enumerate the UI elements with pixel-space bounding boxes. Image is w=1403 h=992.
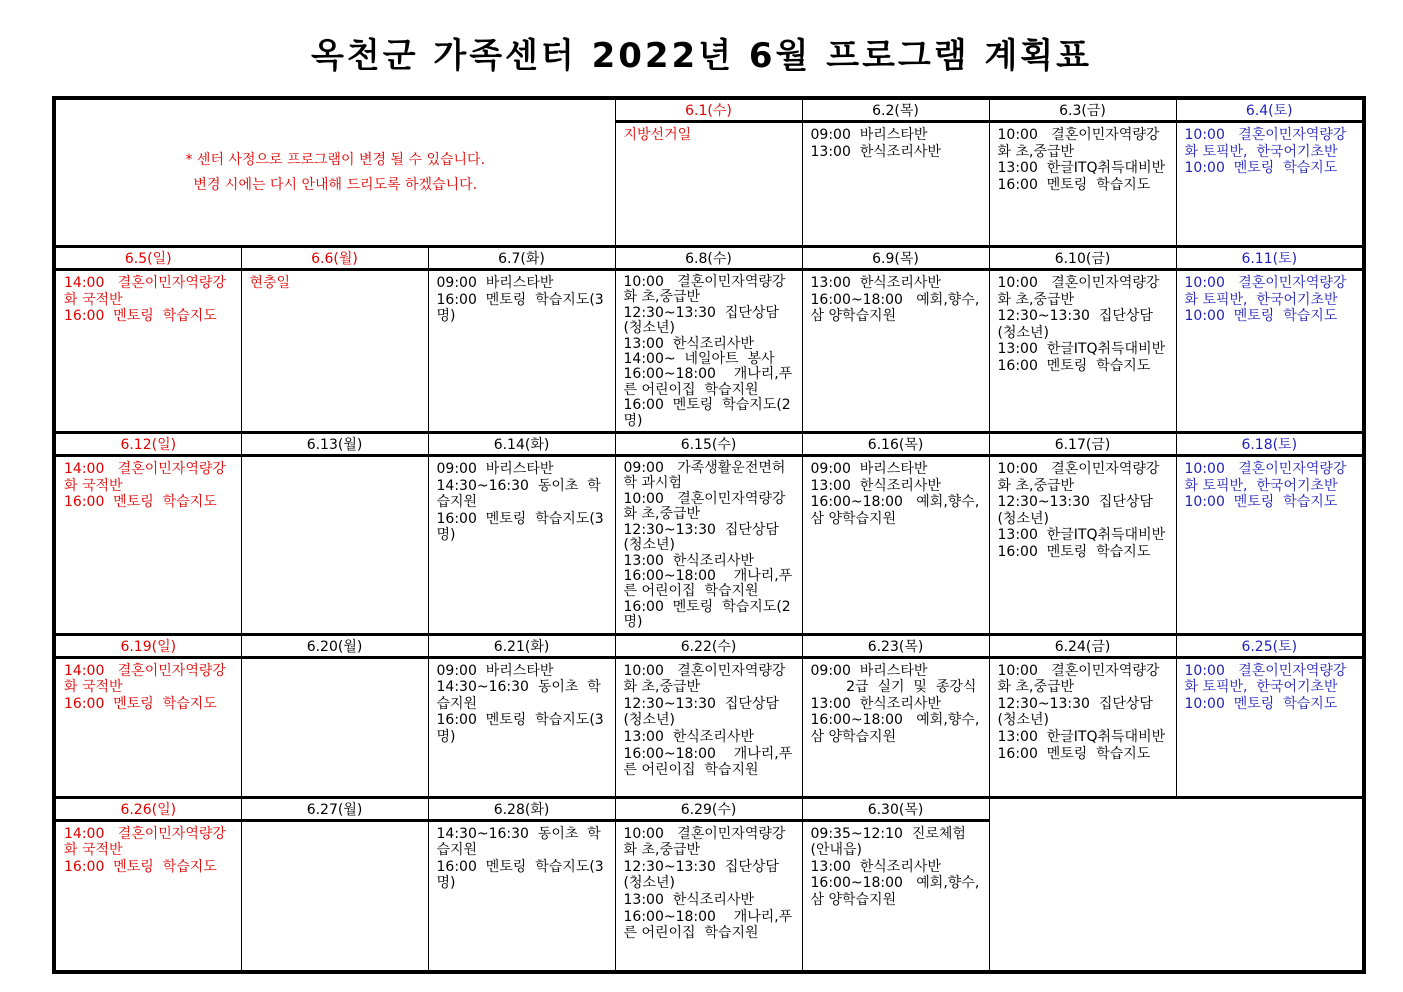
day-cell: [989, 122, 1176, 247]
schedule-item: 16:00 멘토링 학습지도(2명): [623, 598, 791, 631]
schedule-item: 16:00 멘토링 학습지도(3명): [436, 858, 604, 892]
week2-body-row: [54, 270, 1364, 433]
day-cell: [241, 820, 428, 972]
day-cell: [1176, 456, 1364, 634]
schedule-item: 2급 실기 및 종강식: [810, 679, 977, 696]
schedule-item: 12:30~13:30 집단상담(청소년): [623, 695, 779, 729]
schedule-item: 13:00 한식조리사반: [810, 477, 941, 494]
schedule-item: 13:00 한글ITQ취득대비반: [997, 160, 1166, 177]
day-header: 6.10(금): [989, 247, 1176, 270]
schedule-item: 10:00 결혼이민자역량강화 초,중급반: [623, 274, 786, 306]
day-cell: [615, 122, 802, 247]
schedule-item: 16:00~18:00 예회,향수,삼 양학습지원: [810, 875, 980, 908]
schedule-item: 16:00 멘토링 학습지도: [64, 695, 217, 712]
schedule-item: 10:00 결혼이민자역량강화 초,중급반: [623, 825, 786, 859]
day-cell: [802, 456, 989, 634]
schedule-item: 10:00 멘토링 학습지도: [1184, 160, 1338, 177]
day-header: 6.9(목): [802, 247, 989, 270]
schedule-item: 16:00 멘토링 학습지도: [997, 745, 1151, 762]
day-header: 6.14(화): [428, 433, 615, 456]
schedule-item: 09:00 바리스타반: [810, 127, 928, 143]
day-header: 6.8(수): [615, 247, 802, 270]
day-cell: [241, 270, 428, 433]
schedule-item: 10:00 결혼이민자역량강화 초,중급반: [997, 461, 1160, 494]
day-cell: [428, 657, 615, 797]
schedule-item: 13:00 한식조리사반: [810, 858, 941, 875]
day-header: 6.18(토): [1176, 433, 1364, 456]
day-header: 6.20(월): [241, 634, 428, 657]
day-header: 6.17(금): [989, 433, 1176, 456]
schedule-item: 12:30~13:30 집단상담(청소년): [997, 494, 1153, 527]
schedule-item: 13:00 한식조리사반: [623, 728, 754, 745]
day-cell: [428, 270, 615, 433]
empty-cell: [989, 797, 1364, 972]
schedule-item: 16:00 멘토링 학습지도: [997, 176, 1151, 193]
day-header: 6.4(토): [1176, 98, 1364, 122]
page-title: 옥천군 가족센터 2022년 6월 프로그램 계획표: [311, 36, 1092, 76]
day-header: 6.15(수): [615, 433, 802, 456]
schedule-item: 10:00 결혼이민자역량강화 초,중급반: [997, 662, 1160, 696]
day-cell: [241, 456, 428, 634]
day-header: 6.29(수): [615, 797, 802, 820]
schedule-item: 16:00 멘토링 학습지도: [997, 357, 1151, 374]
schedule-item: 10:00 결혼이민자역량강화 초,중급반: [997, 127, 1160, 160]
schedule-item: 13:00 한식조리사반: [623, 552, 754, 569]
day-cell: [802, 270, 989, 433]
schedule-item: 16:00 멘토링 학습지도(3명): [436, 510, 604, 544]
day-header: 6.13(월): [241, 433, 428, 456]
schedule-item: 16:00 멘토링 학습지도: [64, 494, 217, 511]
schedule-item: 16:00~18:00 개나리,푸른 어린이집 학습지원: [623, 366, 793, 398]
schedule-item: 12:30~13:30 집단상담(청소년): [997, 695, 1153, 729]
schedule-item: 10:00 결혼이민자역량강화 초,중급반: [997, 275, 1160, 308]
schedule-item: 지방선거일: [623, 127, 692, 143]
schedule-item: 10:00 결혼이민자역량강화 토픽반, 한국어기초반: [1184, 275, 1347, 308]
schedule-item: 16:00~18:00 예회,향수,삼 양학습지원: [810, 291, 980, 325]
week4-header-row: [54, 634, 1364, 657]
week4-body-row: [54, 657, 1364, 797]
schedule-item: 14:00~ 네일아트 봉사: [623, 351, 775, 368]
day-cell: [1176, 657, 1364, 797]
schedule-item: 12:30~13:30 집단상담(청소년): [997, 308, 1153, 341]
day-cell: [802, 122, 989, 247]
day-cell: [989, 456, 1176, 634]
schedule-item: 09:00 바리스타반: [810, 461, 928, 478]
day-cell: [802, 657, 989, 797]
schedule-item: 13:00 한글ITQ취득대비반: [997, 341, 1166, 358]
schedule-item: 14:00 결혼이민자역량강화 국적반: [64, 275, 226, 308]
day-header: 6.3(금): [989, 98, 1176, 122]
week3-body-row: [54, 456, 1364, 634]
schedule-item: 09:00 바리스타반: [436, 275, 554, 291]
schedule-item: 13:00 한식조리사반: [810, 143, 941, 160]
day-header: 6.24(금): [989, 634, 1176, 657]
schedule-item: 14:30~16:30 동이초 학습지원: [436, 477, 601, 511]
schedule-item: 16:00~18:00 예회,향수,삼 양학습지원: [810, 494, 980, 527]
day-header: 6.12(일): [54, 433, 241, 456]
schedule-item: 09:35~12:10 진로체험(안내읍): [810, 825, 966, 859]
week5-header-row: [54, 797, 1364, 820]
schedule-item: 14:00 결혼이민자역량강화 국적반: [64, 825, 226, 859]
day-cell: [1176, 270, 1364, 433]
schedule-item: 16:00~18:00 개나리,푸른 어린이집 학습지원: [623, 745, 793, 779]
schedule-item: 13:00 한식조리사반: [810, 695, 941, 712]
day-header: 6.23(목): [802, 634, 989, 657]
schedule-item: 14:30~16:30 동이초 학습지원: [436, 825, 601, 859]
day-header: 6.30(목): [802, 797, 989, 820]
schedule-item: 10:00 결혼이민자역량강화 토픽반, 한국어기초반: [1184, 662, 1347, 696]
day-cell: [989, 657, 1176, 797]
schedule-item: 16:00 멘토링 학습지도: [64, 858, 217, 875]
day-cell: [241, 657, 428, 797]
week2-header-row: [54, 247, 1364, 270]
notice-line-2: 변경 시에는 다시 안내해 드리도록 하겠습니다.: [193, 176, 478, 193]
schedule-item: 13:00 한글ITQ취득대비반: [997, 728, 1166, 745]
day-cell: [428, 820, 615, 972]
schedule-item: 13:00 한식조리사반: [810, 275, 941, 291]
day-cell: [615, 270, 802, 433]
day-header: 6.1(수): [615, 98, 802, 122]
schedule-item: 09:00 바리스타반: [810, 662, 928, 679]
week3-header-row: [54, 433, 1364, 456]
day-cell: [1176, 122, 1364, 247]
day-header: 6.19(일): [54, 634, 241, 657]
day-header: 6.25(토): [1176, 634, 1364, 657]
day-cell: [802, 820, 989, 972]
schedule-item: 10:00 멘토링 학습지도: [1184, 695, 1338, 712]
schedule-item: 12:30~13:30 집단상담(청소년): [623, 304, 779, 337]
day-cell: [54, 456, 241, 634]
schedule-item: 16:00 멘토링 학습지도(2명): [623, 397, 791, 429]
schedule-item: 16:00 멘토링 학습지도(3명): [436, 712, 604, 745]
day-header: 6.16(목): [802, 433, 989, 456]
schedule-item: 10:00 결혼이민자역량강화 토픽반, 한국어기초반: [1184, 127, 1347, 160]
schedule-item: 09:00 바리스타반: [436, 461, 554, 478]
day-header: 6.27(월): [241, 797, 428, 820]
schedule-item: 12:30~13:30 집단상담(청소년): [623, 858, 779, 892]
day-header: 6.26(일): [54, 797, 241, 820]
day-cell: [615, 456, 802, 634]
schedule-item: 13:00 한글ITQ취득대비반: [997, 527, 1166, 544]
day-header: 6.11(토): [1176, 247, 1364, 270]
schedule-item: 16:00 멘토링 학습지도(3명): [436, 291, 604, 325]
day-cell: [428, 456, 615, 634]
schedule-item: 10:00 결혼이민자역량강화 토픽반, 한국어기초반: [1184, 461, 1347, 494]
day-cell: [54, 657, 241, 797]
schedule-item: 10:00 결혼이민자역량강화 초,중급반: [623, 662, 786, 696]
notice-cell: [54, 98, 615, 247]
schedule-item: 13:00 한식조리사반: [623, 891, 754, 908]
day-header: 6.28(화): [428, 797, 615, 820]
schedule-item: 09:00 바리스타반: [436, 662, 554, 679]
schedule-item: 14:00 결혼이민자역량강화 국적반: [64, 662, 226, 696]
schedule-item: 10:00 결혼이민자역량강화 초,중급반: [623, 490, 786, 523]
day-header: 6.21(화): [428, 634, 615, 657]
schedule-item: 16:00 멘토링 학습지도: [997, 544, 1151, 561]
day-header: 6.22(수): [615, 634, 802, 657]
schedule-item: 14:30~16:30 동이초 학습지원: [436, 679, 601, 712]
day-cell: [54, 270, 241, 433]
schedule-item: 16:00~18:00 개나리,푸른 어린이집 학습지원: [623, 567, 793, 600]
day-cell: [615, 820, 802, 972]
day-cell: [615, 657, 802, 797]
schedule-item: 10:00 멘토링 학습지도: [1184, 494, 1338, 511]
day-header: 6.6(월): [241, 247, 428, 270]
schedule-item: 16:00 멘토링 학습지도: [64, 308, 217, 325]
week1-header-row: [54, 98, 1364, 122]
schedule-item: 10:00 멘토링 학습지도: [1184, 308, 1338, 325]
day-cell: [54, 820, 241, 972]
schedule-item: 12:30~13:30 집단상담(청소년): [623, 521, 779, 554]
day-cell: [989, 270, 1176, 433]
schedule-item: 16:00~18:00 예회,향수,삼 양학습지원: [810, 712, 980, 745]
schedule-item: 09:00 가족생활운전면허학 과시험: [623, 460, 786, 492]
day-header: 6.7(화): [428, 247, 615, 270]
schedule-item: 13:00 한식조리사반: [623, 335, 754, 352]
schedule-item: 현충일: [249, 275, 291, 291]
day-header: 6.5(일): [54, 247, 241, 270]
notice-line-1: * 센터 사정으로 프로그램이 변경 될 수 있습니다.: [185, 151, 486, 168]
schedule-item: 14:00 결혼이민자역량강화 국적반: [64, 461, 226, 494]
schedule-item: 16:00~18:00 개나리,푸른 어린이집 학습지원: [623, 908, 793, 942]
day-header: 6.2(목): [802, 98, 989, 122]
schedule-table: [52, 96, 1366, 974]
